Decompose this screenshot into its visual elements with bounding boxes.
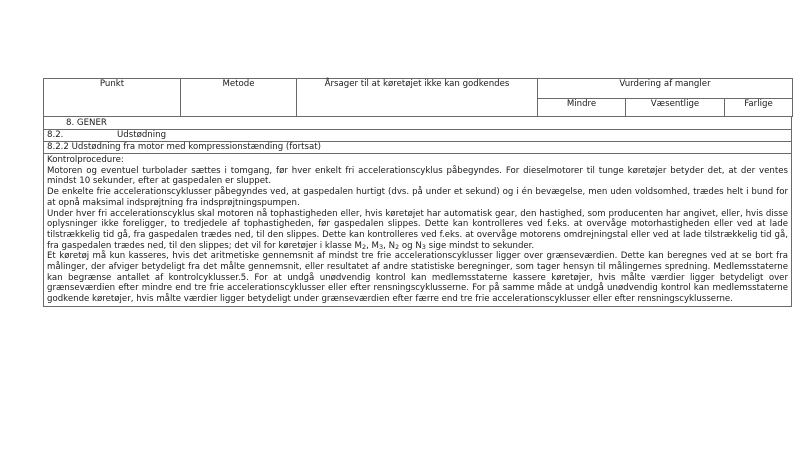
document-page — [43, 78, 792, 307]
class-n3-sub: 3 — [421, 242, 426, 251]
kontrol-heading: Kontrolprocedure: — [47, 155, 124, 165]
col-metode: Metode — [181, 79, 297, 117]
paragraph-2: De enkelte frie accelerationscyklusser påbegyndes ved, at gaspedalen hurtigt (dvs. på under et sekund) og i én bevægelse, men uden voldsomhed, trædes helt i bund for at opnå maksimal indsprøjtning fra indsprøjtningspumpen. — [47, 187, 788, 208]
col-punkt: Punkt — [44, 79, 181, 117]
inspection-header-table — [43, 78, 793, 117]
col-aarsager: Årsager til at køretøjet ikke kan godkendes — [297, 79, 538, 117]
sep-1: , M — [366, 240, 379, 251]
sep-2: , N — [383, 240, 396, 251]
section-gener: 8. GENER — [43, 117, 792, 130]
subsection-title: 8.2.2 Udstødning fra motor med kompressionstænding (fortsat) — [43, 142, 792, 154]
paragraph-3 — [47, 209, 788, 252]
col-farlige: Farlige — [725, 99, 793, 117]
section-label: Udstødning — [117, 130, 167, 140]
col-vurdering: Vurdering af mangler — [538, 79, 793, 99]
paragraph-4: Et køretøj må kun kasseres, hvis det aritmetiske gennemsnit af mindst tre frie accelerationscyklusser ligger over grænseværdien. Dette kan beregnes ved at se bort fra målinger, der afviger betydeligt fra det målte gennemsnit, eller resultatet af andre statistiske beregninger, som tager hensyn til målingernes spredning. Medlemsstaterne kan begrænse antallet af kontrolcyklusser.5. For at undgå unødvendig kontrol kan medlemsstaterne kassere køretøjer, hvis målte værdier ligger betydeligt over grænseværdien efter mindre end tre frie accelerationscyklusser eller efter rensningscyklusserne. For på samme måde at undgå unødvendig kontrol kan medlemsstaterne godkende køretøjer, hvis målte værdier ligger betydeligt under grænseværdien efter færre end tre frie accelerationscyklusser eller efter rensningscyklusserne. — [47, 251, 788, 305]
col-mindre: Mindre — [538, 99, 626, 117]
paragraph-3-end: sige mindst to sekunder. — [425, 240, 535, 251]
class-m3-sub: 3 — [378, 242, 384, 251]
procedure-text — [43, 154, 792, 307]
sep-3: og N — [399, 240, 422, 251]
class-n2-sub: 2 — [395, 242, 400, 251]
section-number: 8.2. — [47, 130, 64, 140]
paragraph-1: Motoren og eventuel turbolader sættes i tomgang, før hver enkelt fri accelerationscyklus påbegyndes. For dieselmotorer til tunge køretøjer betyder det, at der ventes mindst 10 sekunder, efter at gaspedalen er sluppet. — [47, 165, 788, 187]
col-vaesentlige: Væsentlige — [626, 99, 725, 117]
section-udstoedning — [43, 130, 792, 142]
paragraph-3-text: Under hver fri accelerationscyklus skal motoren nå tophastigheden eller, hvis køretøjet har automatisk gear, den hastighed, som producenten har angivet, eller, hvis disse oplysninger ikke foreligger, to tredjedele af tophastigheden, før gaspedalen slippes. Dette kan kontrolleres ved f.eks. at overvåge motorhastigheden eller ved at lade tilstrækkelig tid gå, fra gaspedalen trædes ned, til den slippes. Dette kan kontrolleres ved f.eks. at overvåge motorens omdrejningstal eller ved at lade tilstrækkelig tid gå, fra gaspedalen trædes ned, til den slippes; det vil for køretøjer i klasse M — [47, 208, 788, 251]
class-m2-sub: 2 — [361, 242, 367, 251]
